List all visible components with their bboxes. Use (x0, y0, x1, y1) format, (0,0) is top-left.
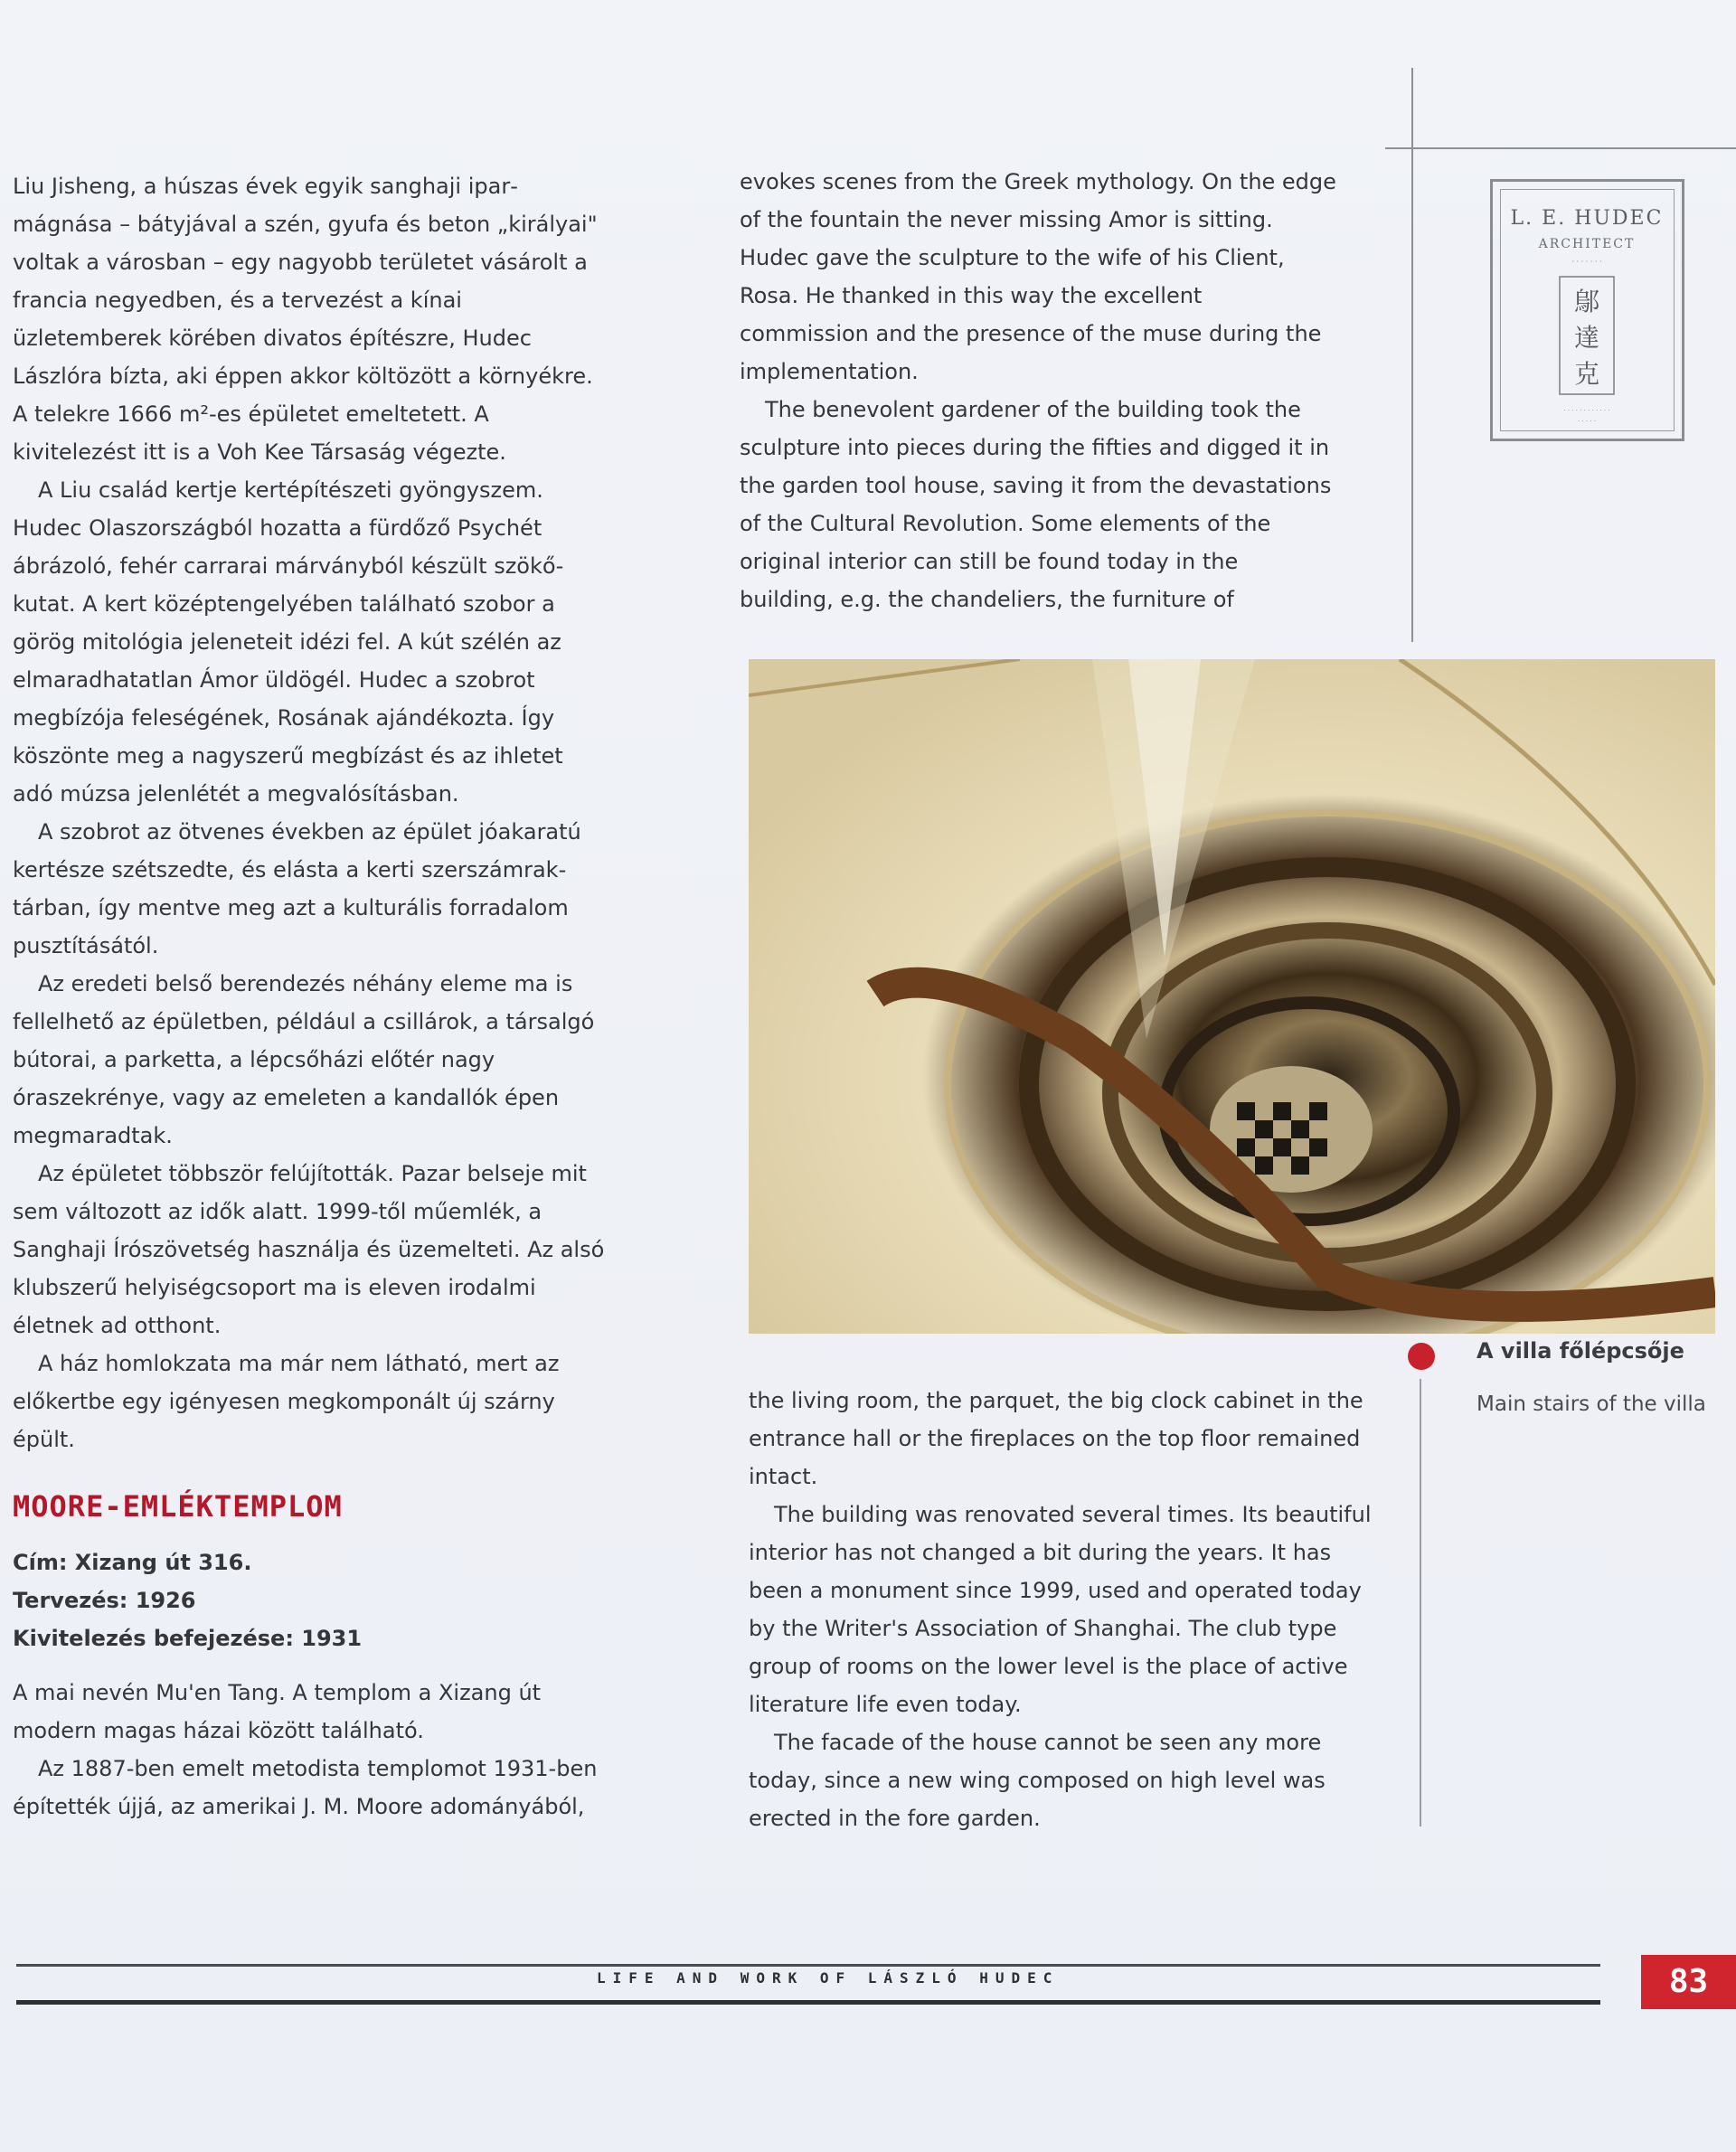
fact-design-year: Tervezés: 1926 (13, 1588, 196, 1613)
fact-completion-year: Kivitelezés befejezése: 1931 (13, 1626, 363, 1651)
caption-rule (1420, 1379, 1421, 1826)
paragraph: The benevolent gardener of the building took the sculpture into pieces during the fifties and digged it in the garden tool house, saving it from the devastations of the Cultural Revolution. Some elements of the original interior can still be found today in the building, e.g. the chandeliers, the furniture of (740, 397, 1332, 612)
footer-rule-top (16, 1964, 1600, 1967)
staircase-photo (749, 659, 1715, 1334)
english-column-bottom (749, 1382, 1382, 1837)
svg-text:克: 克 (1573, 359, 1600, 389)
caption-bullet-icon (1408, 1343, 1435, 1370)
photo-caption-english: Main stairs of the villa (1477, 1392, 1706, 1416)
paragraph: A szobrot az ötvenes években az épület jóakaratú kertésze szétszedte, és elásta a kerti szerszámraktárban, így mentve meg azt a kulturális forradalom pusztításától. (13, 819, 581, 958)
svg-text:· · · · ·: · · · · · (1577, 418, 1597, 425)
footer-rule-bottom (16, 2000, 1600, 2005)
paragraph: Az épületet többször felújították. Pazar belseje mit sem változott az idők alatt. 1999-től műemlék, a Sanghaji Írószövetség használja és üzemelteti. Az alsó klubszerű helyiségcsoport ma is eleven irodalmi életnek ad otthont. (13, 1161, 605, 1338)
svg-text:· · · · · · ·: · · · · · · · (1571, 258, 1602, 266)
section-title: MOORE-EMLÉKTEMPLOM (13, 1489, 343, 1524)
svg-text:ARCHITECT: ARCHITECT (1538, 237, 1636, 251)
paragraph: Liu Jisheng, a húszas évek egyik sanghaji iparmágnása – bátyjával a szén, gyufa és beton „királyai" voltak a városban – egy nagyobb területet vásárolt a francia negyedben, és a tervezést a kínai üzletemberek körében divatos építészre, Hudec Lászlóra bízta, aki éppen akkor költözött a környékre. A telekre 1666 m²-es épületet emeltetett. A kivitelezést itt is a Voh Kee Társaság végezte. (13, 174, 598, 465)
svg-text:L. E. HUDEC: L. E. HUDEC (1510, 207, 1664, 230)
paragraph: The building was renovated several times. Its beautiful interior has not changed a bit during the years. It has been a monument since 1999, used and operated today by the Writer's Association of Shanghai. The club type group of rooms on the lower level is the place of active literature life even today. (749, 1502, 1372, 1717)
svg-text:鄔: 鄔 (1573, 287, 1600, 316)
staircase-illustration (749, 659, 1715, 1334)
running-title: LIFE AND WORK OF LÁSZLÓ HUDEC (597, 1969, 1060, 1987)
fact-address: Cím: Xizang út 316. (13, 1550, 252, 1575)
horizontal-rule (1385, 147, 1736, 149)
english-column-top (740, 163, 1336, 618)
stamp-lettering (1490, 179, 1684, 441)
svg-text:達: 達 (1573, 323, 1600, 353)
svg-text:· · · · · · · · · · · ·: · · · · · · · · · · · · (1563, 407, 1610, 414)
hungarian-column (13, 167, 609, 1826)
photo-caption-hungarian: A villa főlépcsője (1477, 1338, 1684, 1364)
vertical-rule (1411, 68, 1413, 642)
paragraph: A ház homlokzata ma már nem látható, mert az előkertbe egy igényesen megkomponált új szárny épült. (13, 1351, 560, 1452)
paragraph: evokes scenes from the Greek mythology. On the edge of the fountain the never missing Amor is sitting. Hudec gave the sculpture to the wife of his Client, Rosa. He thanked in this way the excellent commission and the presence of the muse during the implementation. (740, 169, 1336, 384)
paragraph: the living room, the parquet, the big clock cabinet in the entrance hall or the fireplaces on the top floor remained intact. (749, 1388, 1363, 1489)
paragraph: A Liu család kertje kertépítészeti gyöngyszem. Hudec Olaszországból hozatta a fürdőző Psychét ábrázoló, fehér carrarai márványból készült szökőkutat. A kert középtengelyében található szobor a görög mitológia jeleneteit idézi fel. A kút szélén az elmaradhatatlan Ámor üldögél. Hudec a szobrot megbízója feleségének, Rosának ajándékozta. Így köszönte meg a nagyszerű megbízást és az ihletet adó múzsa jelenlétét a megvalósításban. (13, 477, 564, 807)
paragraph: Az 1887-ben emelt metodista templomot 1931-ben építették újjá, az amerikai J. M. Moore adományából, (13, 1756, 598, 1819)
page-number: 83 (1641, 1955, 1736, 2009)
architect-stamp (1490, 179, 1684, 441)
paragraph: Az eredeti belső berendezés néhány eleme ma is fellelhető az épületben, például a csillárok, a társalgó bútorai, a parketta, a lépcsőházi előtér nagy óraszekrénye, vagy az emeleten a kandallók épen megmaradtak. (13, 971, 595, 1148)
building-facts (13, 1543, 609, 1657)
paragraph: The facade of the house cannot be seen any more today, since a new wing composed on high level was erected in the fore garden. (749, 1730, 1326, 1831)
paragraph: A mai nevén Mu'en Tang. A templom a Xizang út modern magas házai között található. (13, 1680, 542, 1743)
